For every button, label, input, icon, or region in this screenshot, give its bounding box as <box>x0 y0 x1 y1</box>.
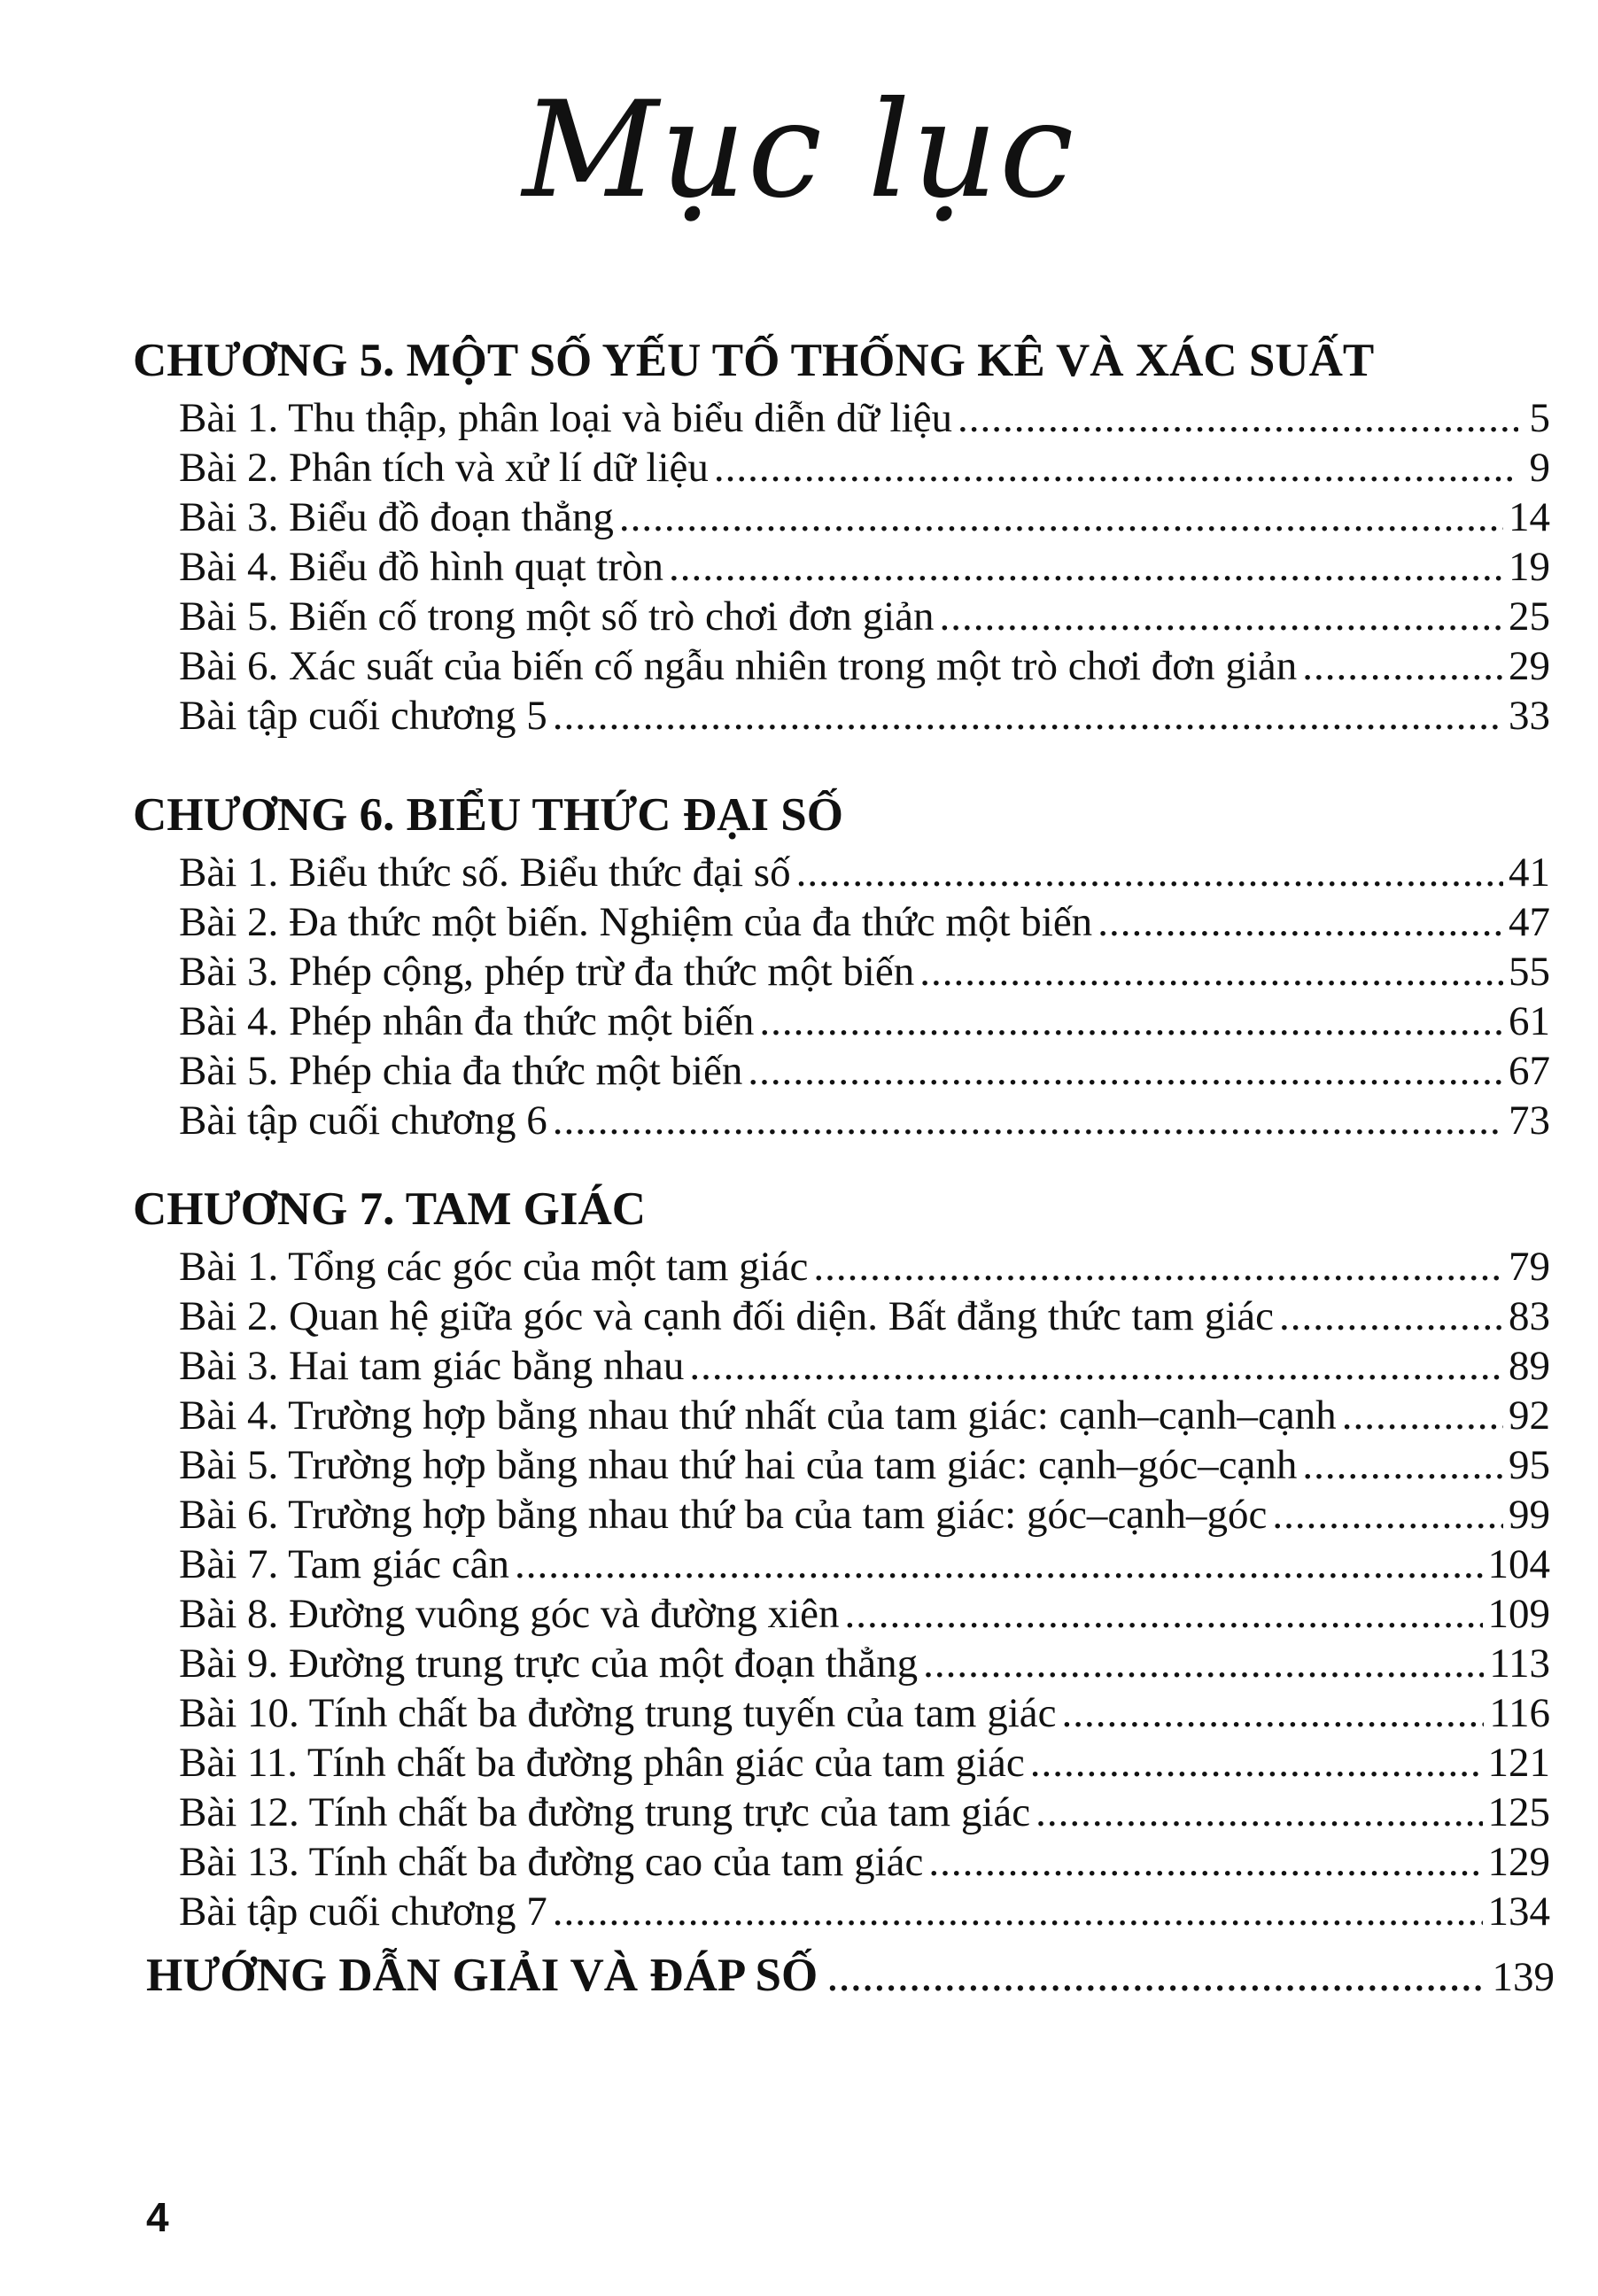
dot-leader <box>928 1837 1482 1887</box>
dot-leader <box>796 848 1503 897</box>
entry-page: 25 <box>1509 593 1550 640</box>
dot-leader <box>919 947 1503 997</box>
entry-page: 47 <box>1509 899 1550 945</box>
toc-entry <box>133 1540 1550 1589</box>
toc-entry <box>133 1688 1550 1738</box>
entry-label: Bài 2. Quan hệ giữa góc và cạnh đối diện. Bất đẳng thức tam giác <box>179 1293 1275 1339</box>
entry-page: 5 <box>1529 395 1550 441</box>
answers-entry <box>146 1944 1555 2008</box>
dot-leader <box>714 443 1518 493</box>
entry-page: 89 <box>1509 1343 1550 1389</box>
toc-entry <box>133 1837 1550 1887</box>
entry-label: Bài 3. Hai tam giác bằng nhau <box>179 1343 685 1389</box>
entry-page: 125 <box>1487 1789 1550 1835</box>
dot-leader <box>669 542 1503 592</box>
toc-entry <box>133 1391 1550 1440</box>
entry-page: 116 <box>1489 1690 1550 1736</box>
dot-leader <box>1272 1490 1503 1540</box>
entry-label: Bài 12. Tính chất ba đường trung trực của tam giác <box>179 1789 1031 1835</box>
dot-leader <box>923 1639 1484 1688</box>
chapter-heading: CHƯƠNG 6. BIỂU THỨC ĐẠI SỐ <box>133 789 843 841</box>
toc-entry <box>133 1046 1550 1096</box>
dot-leader <box>813 1242 1503 1292</box>
toc-entry <box>133 997 1550 1046</box>
entry-label: Bài 9. Đường trung trực của một đoạn thẳng <box>179 1641 919 1687</box>
answers-page: 139 <box>1492 1954 1555 2000</box>
entry-label: Bài 10. Tính chất ba đường trung tuyến của tam giác <box>179 1690 1057 1736</box>
entry-page: 129 <box>1487 1839 1550 1885</box>
toc-entry <box>133 443 1550 493</box>
entry-label: Bài 3. Phép cộng, phép trừ đa thức một biến <box>179 949 915 995</box>
entry-label: Bài tập cuối chương 7 <box>179 1889 547 1935</box>
entry-page: 14 <box>1509 494 1550 540</box>
entry-label: Bài 6. Trường hợp bằng nhau thứ ba của tam giác: góc–cạnh–góc <box>179 1492 1268 1538</box>
entry-label: Bài 4. Biểu đồ hình quạt tròn <box>179 544 663 590</box>
entry-label: Bài tập cuối chương 5 <box>179 693 547 739</box>
toc-entry <box>133 1292 1550 1341</box>
entry-page: 95 <box>1509 1442 1550 1488</box>
toc-entry <box>133 897 1550 947</box>
entry-label: Bài 2. Đa thức một biến. Nghiệm của đa thức một biến <box>179 899 1093 945</box>
entry-label: Bài 3. Biểu đồ đoạn thẳng <box>179 494 614 540</box>
dot-leader <box>689 1341 1503 1391</box>
toc-entry <box>133 542 1550 592</box>
entry-label: Bài 5. Trường hợp bằng nhau thứ hai của tam giác: cạnh–góc–cạnh <box>179 1442 1298 1488</box>
entry-label: Bài 1. Biểu thức số. Biểu thức đại số <box>179 849 791 896</box>
entry-page: 113 <box>1489 1641 1550 1687</box>
entry-page: 33 <box>1509 693 1550 739</box>
toc-entry <box>133 493 1550 542</box>
dot-leader <box>619 493 1503 542</box>
dot-leader <box>1062 1688 1485 1738</box>
entry-label: Bài 1. Thu thập, phân loại và biểu diễn dữ liệu <box>179 395 953 441</box>
dot-leader <box>1030 1738 1483 1788</box>
entry-page: 55 <box>1509 949 1550 995</box>
dot-leader <box>940 592 1503 641</box>
dot-leader <box>553 1096 1503 1145</box>
entry-label: Bài 4. Phép nhân đa thức một biến <box>179 998 755 1044</box>
entry-label: Bài 7. Tam giác cân <box>179 1541 510 1587</box>
entry-label: Bài 2. Phân tích và xử lí dữ liệu <box>179 445 709 491</box>
toc-entry <box>133 1589 1550 1639</box>
dot-leader <box>748 1046 1503 1096</box>
entry-page: 83 <box>1509 1293 1550 1339</box>
entry-page: 92 <box>1509 1392 1550 1439</box>
entry-page: 134 <box>1487 1889 1550 1935</box>
entry-page: 104 <box>1487 1541 1550 1587</box>
dot-leader <box>1279 1292 1503 1341</box>
entry-label: Bài 5. Phép chia đa thức một biến <box>179 1048 743 1094</box>
entry-label: Bài 8. Đường vuông góc và đường xiên <box>179 1591 840 1637</box>
dot-leader <box>1302 1440 1503 1490</box>
entry-label: Bài 1. Tổng các góc của một tam giác <box>179 1244 809 1290</box>
entry-label: Bài 6. Xác suất của biến cố ngẫu nhiên trong một trò chơi đơn giản <box>179 643 1298 689</box>
entry-label: Bài 4. Trường hợp bằng nhau thứ nhất của tam giác: cạnh–cạnh–cạnh <box>179 1392 1337 1439</box>
answers-label: HƯỚNG DẪN GIẢI VÀ ĐÁP SỐ <box>146 1950 818 2001</box>
dot-leader <box>1342 1391 1503 1440</box>
entry-page: 121 <box>1487 1740 1550 1786</box>
entry-page: 9 <box>1529 445 1550 491</box>
entry-page: 29 <box>1509 643 1550 689</box>
toc-entry <box>133 1440 1550 1490</box>
toc-entry <box>133 1887 1550 1936</box>
dot-leader <box>826 1944 1483 2006</box>
toc-entry <box>133 1639 1550 1688</box>
chapter-7-section <box>133 1178 1550 1936</box>
dot-leader <box>759 997 1503 1046</box>
toc-entry <box>133 691 1550 741</box>
toc-entry <box>133 592 1550 641</box>
toc-entry <box>133 947 1550 997</box>
entry-label: Bài 11. Tính chất ba đường phân giác của tam giác <box>179 1740 1025 1786</box>
dot-leader <box>1302 641 1503 691</box>
entry-page: 109 <box>1487 1591 1550 1637</box>
page-title: Mục lục <box>522 74 1076 228</box>
toc-entry <box>133 1341 1550 1391</box>
entry-label: Bài 13. Tính chất ba đường cao của tam giác <box>179 1839 924 1885</box>
dot-leader <box>1098 897 1503 947</box>
entry-page: 41 <box>1509 849 1550 896</box>
dot-leader <box>845 1589 1483 1639</box>
entry-page: 61 <box>1509 998 1550 1044</box>
entry-label: Bài 5. Biến cố trong một số trò chơi đơn giản <box>179 593 935 640</box>
toc-entry <box>133 1490 1550 1540</box>
toc-entry <box>133 1096 1550 1145</box>
chapter-heading: CHƯƠNG 5. MỘT SỐ YẾU TỐ THỐNG KÊ VÀ XÁC SUẤT <box>133 335 1375 386</box>
toc-entry <box>133 1788 1550 1837</box>
entry-page: 99 <box>1509 1492 1550 1538</box>
entry-page: 19 <box>1509 544 1550 590</box>
entry-page: 67 <box>1509 1048 1550 1094</box>
entry-page: 79 <box>1509 1244 1550 1290</box>
chapter-6-section <box>133 784 1550 1145</box>
dot-leader <box>1036 1788 1482 1837</box>
dot-leader <box>553 1887 1483 1936</box>
chapter-5-section <box>133 330 1550 741</box>
entry-label: Bài tập cuối chương 6 <box>179 1098 547 1144</box>
dot-leader <box>515 1540 1482 1589</box>
toc-entry <box>133 393 1550 443</box>
dot-leader <box>958 393 1518 443</box>
chapter-heading: CHƯƠNG 7. TAM GIÁC <box>133 1183 647 1235</box>
page-number: 4 <box>146 2194 169 2240</box>
dot-leader <box>553 691 1503 741</box>
toc-entry <box>133 1738 1550 1788</box>
toc-entry <box>133 848 1550 897</box>
entry-page: 73 <box>1509 1098 1550 1144</box>
toc-entry <box>133 641 1550 691</box>
toc-entry <box>133 1242 1550 1292</box>
